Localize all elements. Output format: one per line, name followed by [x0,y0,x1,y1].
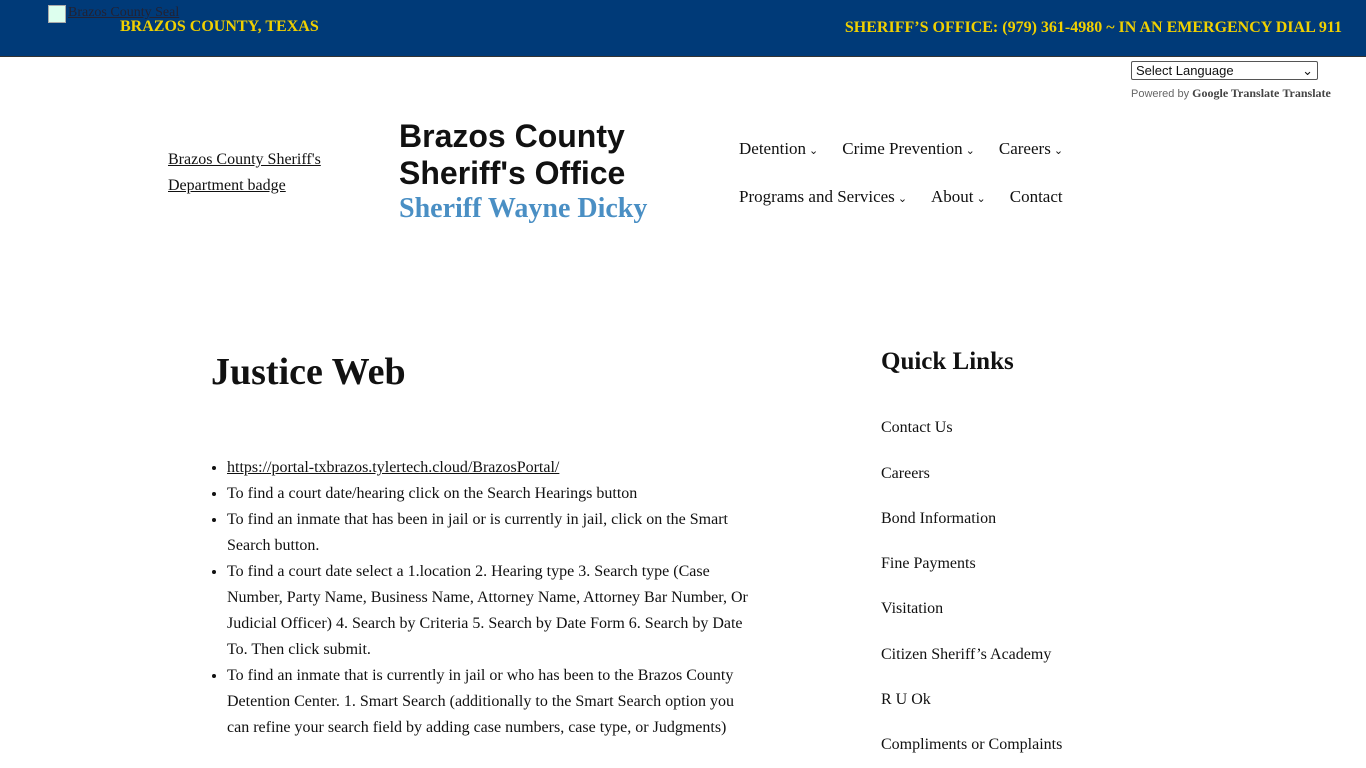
list-item: • To find an inmate that has been in jail or is currently in jail, click on the Smart Search button. [227,507,757,559]
county-name: BRAZOS COUNTY, TEXAS [120,18,319,35]
main-nav-row-1 [739,139,1063,159]
quick-link[interactable]: Citizen Sheriff’s Academy [881,646,1052,663]
page-title: Justice Web [211,351,406,393]
phone-banner: SHERIFF’S OFFICE: (979) 361-4980 ~ IN AN EMERGENCY DIAL 911 [844,19,1342,36]
chevron-down-icon: ⌄ [809,145,819,157]
quick-links-title: Quick Links [881,348,1014,375]
chevron-down-icon: ⌄ [976,193,986,205]
language-select[interactable] [1131,61,1318,80]
main-nav-row-2 [739,187,1063,207]
language-select-value: Select Language [1136,63,1234,78]
seal-alt-text: Brazos County Seal [68,5,180,20]
nav-crime-prevention[interactable]: Crime Prevention ⌄ [842,139,975,158]
quick-link[interactable]: Contact Us [881,419,953,436]
nav-about[interactable]: About ⌄ [931,187,986,206]
broken-image-icon [48,5,66,23]
nav-careers[interactable]: Careers ⌄ [998,139,1064,158]
powered-by [1131,86,1331,101]
nav-detention[interactable]: Detention ⌄ [739,139,819,158]
nav-contact[interactable]: Contact [1009,187,1063,206]
portal-link[interactable]: https://portal-txbrazos.tylertech.cloud/BrazosPortal/ [227,459,560,476]
nav-programs[interactable]: Programs and Services ⌄ [739,187,908,206]
site-title[interactable]: Brazos County Sheriff's Office [399,118,626,191]
quick-link[interactable]: R U Ok [881,691,931,708]
quick-link[interactable]: Fine Payments [881,555,976,572]
quick-link[interactable]: Careers [881,465,930,482]
translate-link[interactable]: Translate [1282,86,1331,100]
list-item: • To find an inmate that is currently in jail or who has been to the Brazos County Detention Center. 1. Smart Search (additionally to the Smart Search option you can refine your search field by adding case numbers, case type, or Judgments) [227,663,757,741]
quick-link[interactable]: Visitation [881,600,944,617]
quick-link[interactable]: Compliments or Complaints [881,736,1063,753]
instructions-list [211,455,757,741]
list-item: • To find a court date select a 1.location 2. Hearing type 3. Search type (Case Number, Party Name, Business Name, Attorney Name, Attorney Bar Number, Or Judicial Officer) 4. Search by Criteria 5. Search by Date Form 6. Search by Date To. Then click submit. [227,559,757,663]
powered-label: Powered by [1131,88,1190,100]
list-item [227,455,757,481]
list-item: • To find a court date/hearing click on the Search Hearings button [227,481,757,507]
google-translate-logo[interactable]: Google Translate [1192,86,1280,100]
chevron-down-icon: ⌄ [965,145,975,157]
chevron-down-icon: ⌄ [897,193,908,205]
sheriff-name: Sheriff Wayne Dicky [399,193,648,224]
sheriff-badge-link[interactable]: Brazos County Sheriff's Department badge [168,151,321,194]
quick-link[interactable]: Bond Information [881,510,997,527]
chevron-down-icon: ⌄ [1302,62,1313,78]
top-bar [0,0,1366,57]
chevron-down-icon: ⌄ [1053,145,1064,157]
